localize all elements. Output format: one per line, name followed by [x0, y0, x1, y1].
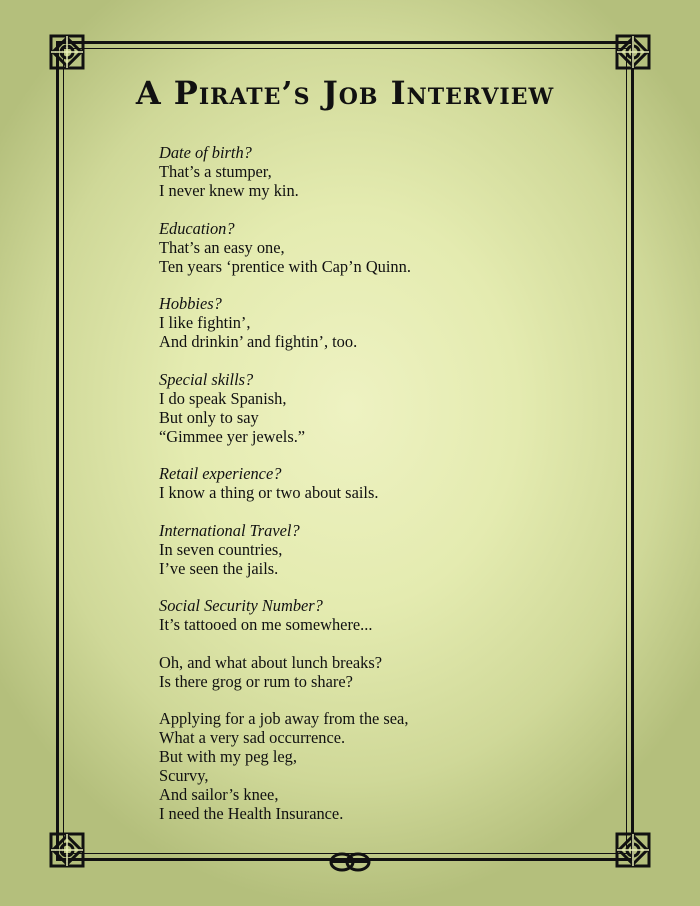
celtic-knot-icon	[328, 851, 372, 873]
poem-line: I need the Health Insurance.	[159, 804, 344, 823]
poem-line: It’s tattooed on me somewhere...	[159, 615, 373, 634]
stanza	[159, 521, 599, 578]
stanza	[159, 143, 599, 200]
poem-body	[159, 143, 599, 842]
poem-line: “Gimmee yer jewels.”	[159, 426, 306, 446]
poem-line: I like fightin’,	[159, 313, 251, 332]
poem-line: Is there grog or rum to share?	[159, 671, 353, 691]
celtic-knot-icon	[614, 831, 652, 869]
poem-line: Applying for a job away from the sea,	[159, 709, 409, 728]
stanza	[159, 709, 599, 823]
poem-line: But with my peg leg,	[159, 747, 297, 766]
celtic-knot-icon	[48, 33, 86, 71]
poem-line: In seven countries,	[159, 539, 283, 559]
stanza	[159, 596, 599, 634]
poem-line: Ten years ‘prentice with Cap’n Quinn.	[159, 256, 411, 276]
stanza	[159, 370, 599, 446]
poem-line: That’s an easy one,	[159, 237, 285, 257]
stanza-question: International Travel?	[159, 520, 300, 540]
page-title: A Pirate’s Job Interview	[135, 74, 555, 112]
poem-line: I know a thing or two about sails.	[159, 483, 379, 502]
poem-line: And sailor’s knee,	[159, 785, 279, 804]
stanza-question: Special skills?	[159, 369, 254, 389]
stanza	[159, 294, 599, 351]
stanza-question: Social Security Number?	[159, 596, 323, 615]
stanza	[159, 464, 599, 502]
poem-line: I never knew my kin.	[159, 181, 299, 200]
stanza-question: Date of birth?	[159, 143, 252, 162]
poem-line: I’ve seen the jails.	[159, 558, 279, 578]
stanza	[159, 219, 599, 276]
poem-line: But only to say	[159, 407, 259, 427]
poem-line: And drinkin’ and fightin’, too.	[159, 332, 358, 351]
stanza-question: Retail experience?	[159, 464, 282, 483]
poem-line: Oh, and what about lunch breaks?	[159, 652, 383, 672]
stanza	[159, 653, 599, 691]
poem-line: I do speak Spanish,	[159, 388, 287, 408]
poem-line: That’s a stumper,	[159, 162, 272, 181]
stanza-question: Hobbies?	[159, 294, 222, 313]
celtic-knot-icon	[48, 831, 86, 869]
poem-line: What a very sad occurrence.	[159, 728, 346, 747]
celtic-knot-icon	[614, 33, 652, 71]
stanza-question: Education?	[159, 218, 235, 238]
poem-line: Scurvy,	[159, 766, 209, 785]
